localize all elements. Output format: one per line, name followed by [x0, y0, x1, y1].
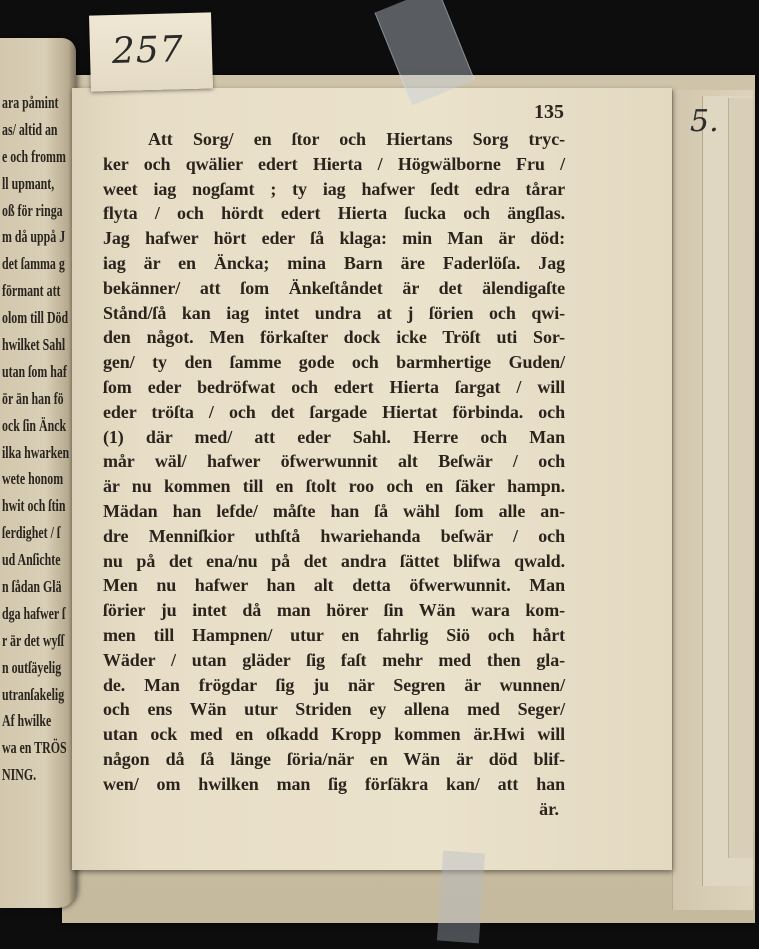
text-line: (1) där med/ att eder Sahl. Herre och Man [103, 426, 565, 447]
text-line: ſom eder bedröfwat och edert Hierta ſargat / will [103, 376, 565, 397]
text-line: Stånd/ſå kan iag intet undra at j ſörien och qwi- [103, 302, 565, 323]
catchword: är. [539, 798, 559, 819]
text-line: Jag hafwer hört eder ſå klaga: min Man är död: [103, 228, 565, 249]
left-page-fragment: ud Anſichte [2, 550, 61, 570]
left-page-fragment: NING. [2, 765, 37, 785]
left-page-fragment: ilka hwarken [2, 442, 70, 462]
text-line: ſörier ju intet då man hörer ſin Wän wara kom- [103, 600, 565, 621]
text-line: wen/ om hwilken man ſig förſäkra kan/ att han [103, 773, 565, 794]
left-page-fragment: olom till Död [2, 308, 69, 328]
text-line: är nu kommen till en ſtolt roo och en ſäker hampn. [103, 476, 565, 497]
handwritten-margin-mark: 5. [690, 104, 719, 139]
left-page-fragment: wete honom [2, 469, 64, 489]
left-page-fragment: förmant att [2, 281, 61, 301]
left-page-fragment: n outſäyelig [2, 657, 62, 677]
page-number: 135 [534, 101, 564, 123]
text-line: weet iag nogſamt ; ty iag hafwer ſedt edra tårar [103, 178, 565, 199]
left-page-fragment: utan ſom haf [2, 361, 67, 381]
text-line: mår wäl/ hafwer öfwerwunnit alt Beſwär / och [103, 451, 565, 472]
left-page-fragment: m då uppå J [2, 227, 66, 247]
left-page-fragment: n ſådan Glä [2, 577, 62, 597]
left-page-fragment: Af hwilke [2, 711, 52, 731]
page-text [103, 127, 565, 821]
text-line: nu på det ena/nu på det andra ſättet blifwa qwald. [103, 550, 565, 571]
text-line: flyta / och hördt edert Hierta ſucka och ängſlas. [103, 203, 565, 224]
left-page-fragment: ock ſin Änck [2, 415, 67, 435]
left-page-text [2, 90, 76, 789]
left-page-fragment: dga hafwer ſ [2, 603, 66, 623]
left-page-fragment: as/ altid an [2, 119, 58, 139]
left-page-fragment: hwit och ſtin [2, 496, 66, 516]
text-line: men till Hampnen/ utur en fahrlig Siö och hårt [103, 624, 565, 645]
text-line: eder tröſta / och det ſargade Hiertat förbinda. och [103, 401, 565, 422]
text-line: den något. Men förkaſter dock icke Tröſt uti Sor- [103, 327, 565, 348]
left-page-fragment: ſerdighet / ſ [2, 523, 61, 543]
left-page-fragment: ara påmint [2, 93, 59, 112]
text-line: ker och qwälier edert Hierta / Högwälborne Fru / [103, 153, 565, 174]
left-page-fragment: det ſamma g [2, 254, 65, 274]
left-page-fragment: e och fromm [2, 146, 66, 166]
tape-strip [437, 851, 485, 944]
left-facing-page [0, 38, 76, 908]
handwritten-folio-number: 257 [111, 29, 185, 73]
text-line: dre Menniſkior uthſtå hwariehanda beſwär / och [103, 525, 565, 546]
text-line: de. Man frögdar ſig ju när Segren är wunnen/ [103, 674, 565, 695]
left-page-fragment: utranſakelig [2, 684, 65, 704]
page-edge [728, 98, 753, 858]
text-line: och ens Wän utur Striden ey allena med Seger/ [103, 699, 565, 720]
left-page-fragment: hwilket Sahl [2, 335, 66, 355]
handwritten-slip [89, 12, 213, 91]
text-line: iag är en Äncka; mina Barn äre Faderlöſa. Jag [103, 252, 565, 273]
text-line: bekänner/ att ſom Änkeſtåndet är det älendigaſte [103, 277, 565, 298]
left-page-fragment: r är det wyſſ [2, 630, 65, 650]
text-line: Men nu hafwer han alt detta öfwerwunnit. Man [103, 575, 565, 596]
text-line: gen/ ty den ſamme gode och barmhertige Guden/ [103, 352, 565, 373]
left-page-fragment: oß för ringa [2, 200, 63, 220]
text-line: Wäder / utan gläder ſig faſt mehr med then gla- [103, 649, 565, 670]
left-page-fragment: wa en TRÖS [2, 738, 67, 758]
text-line: Mädan han lefde/ måſte han ſå wähl ſom alle an- [103, 500, 565, 521]
left-page-fragment: ör än han fö [2, 388, 64, 408]
text-line: någon då ſå länge ſöria/när en Wän är död blif- [103, 748, 565, 769]
text-line: utan ock med en oſkadd Kropp kommen är.Hwi will [103, 724, 565, 745]
left-page-fragment: ll upmant, [2, 173, 55, 193]
text-line: Att Sorg/ en ſtor och Hiertans Sorg tryc- [148, 129, 565, 149]
